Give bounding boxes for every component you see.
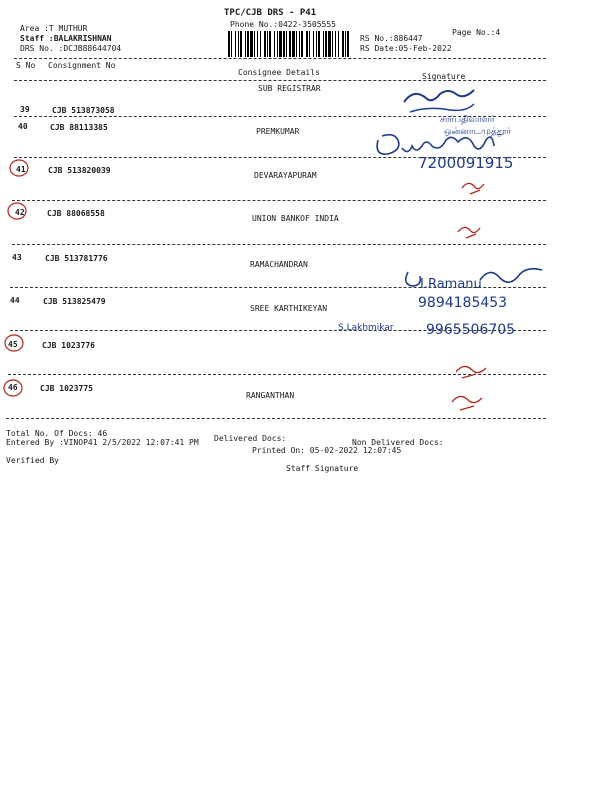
row-sno: 45: [8, 340, 18, 349]
row-consignee: SUB REGISTRAR: [258, 84, 321, 93]
non-delivered-docs: Non Delivered Docs:: [352, 438, 444, 447]
red-delivery-mark: [458, 183, 484, 238]
stamp-line-1: சார்பதிவாளர்: [440, 115, 495, 125]
row-consignee: RANGANTHAN: [246, 391, 295, 400]
red-circle-mark: [10, 160, 28, 176]
row-consignment: CJB 513820039: [48, 166, 111, 175]
signature-40: [377, 135, 494, 155]
row-consignment: CJB 513825479: [43, 297, 106, 306]
column-header-sno: S No: [16, 61, 36, 70]
drs-number: DRS No. :DCJB88644704: [20, 44, 122, 53]
row-sno: 40: [18, 122, 28, 131]
column-header-consignee: Consignee Details: [238, 68, 320, 77]
total-docs: Total No. Of Docs: 46: [6, 429, 108, 438]
row-consignment: CJB 1023775: [40, 384, 93, 393]
handwritten-phone-44: 9894185453: [418, 295, 508, 311]
rs-number: RS No.:886447: [360, 34, 423, 43]
stamp-signature-39: [404, 90, 474, 112]
red-circle-mark: [4, 380, 22, 396]
row-consignee: SREE KARTHIKEYAN: [250, 304, 328, 313]
delivered-docs: Delivered Docs:: [214, 434, 287, 443]
document-title: TPC/CJB DRS - P41: [224, 8, 317, 18]
row-consignment: CJB 513873058: [52, 106, 115, 115]
row-sno: 46: [8, 383, 18, 392]
row-sno: 41: [16, 165, 26, 174]
handwritten-phone-40: 7200091915: [418, 154, 514, 172]
page-number: Page No.:4: [452, 28, 501, 37]
red-circle-mark: [5, 335, 23, 351]
column-header-signature: Signature: [422, 72, 466, 81]
printed-on: Printed On: 05-02-2022 12:07:45: [252, 446, 402, 455]
handwritten-name-44b: S.Lakhmikar: [338, 323, 394, 333]
column-header-consignment: Consignment No: [48, 61, 116, 70]
entered-by: Entered By :VINOP41 2/5/2022 12:07:41 PM: [6, 438, 199, 447]
row-consignment: CJB 88113385: [50, 123, 108, 132]
row-sno: 44: [10, 296, 20, 305]
staff-label: Staff :BALAKRISHNAN: [20, 34, 112, 43]
handwritten-phone-44b: 9965506705: [426, 322, 516, 338]
row-consignment: CJB 88068558: [47, 209, 105, 218]
row-sno: 39: [20, 105, 30, 114]
handwritten-name-44: I.Ramanu: [420, 277, 482, 292]
stamp-line-2: ஒன்னாடமுத்தூர்: [444, 127, 511, 137]
row-consignee: PREMKUMAR: [256, 127, 300, 136]
verified-by: Verified By: [6, 456, 59, 465]
red-delivery-mark: [452, 366, 486, 410]
row-sno: 42: [15, 208, 25, 217]
area-label: Area :T MUTHUR: [20, 24, 88, 33]
row-consignee: DEVARAYAPURAM: [254, 171, 317, 180]
row-consignment: CJB 1023776: [42, 341, 95, 350]
rs-date: RS Date:05-Feb-2022: [360, 44, 452, 53]
row-consignment: CJB 513781776: [45, 254, 108, 263]
phone-number: Phone No.:0422-3505555: [230, 20, 336, 29]
red-circle-mark: [8, 203, 26, 219]
staff-signature: Staff Signature: [286, 464, 359, 473]
row-sno: 43: [12, 253, 22, 262]
row-consignee: RAMACHANDRAN: [250, 260, 308, 269]
row-consignee: UNION BANKOF INDIA: [252, 214, 339, 223]
